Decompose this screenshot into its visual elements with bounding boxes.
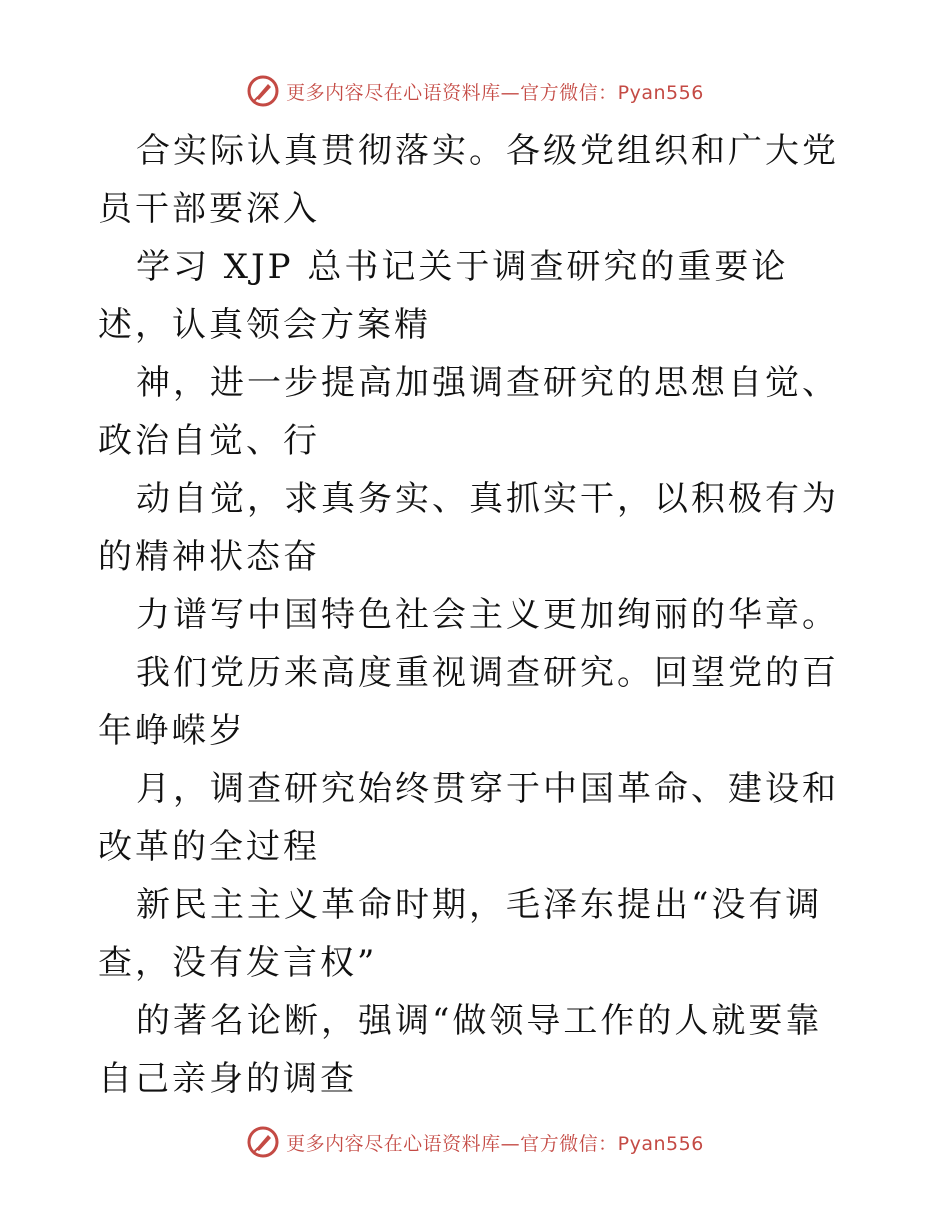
footer-watermark [0,1125,950,1159]
document-body [98,122,858,1108]
quill-logo-icon [246,74,280,108]
paragraph-2: 学习 XJP 总书记关于调查研究的重要论述，认真领会方案精 [98,247,789,345]
paragraph-6: 我们党历来高度重视调查研究。回望党的百年峥嵘岁 [98,653,839,751]
watermark-text: 更多内容尽在心语资料库—官方微信：Pyan556 [286,81,704,104]
paragraph-5: 力谱写中国特色社会主义更加绚丽的华章。 [136,595,839,635]
quill-logo-icon [246,1125,280,1159]
paragraph-8: 新民主主义革命时期，毛泽东提出“没有调查，没有发言权” [98,885,823,983]
paragraph-4: 动自觉，求真务实、真抓实干，以积极有为的精神状态奋 [98,479,839,577]
paragraph-7: 月，调查研究始终贯穿于中国革命、建设和改革的全过程 [98,769,839,867]
paragraph-1: 合实际认真贯彻落实。各级党组织和广大党员干部要深入 [98,131,839,229]
header-watermark [0,74,950,108]
paragraph-9: 的著名论断，强调“做领导工作的人就要靠自己亲身的调查 [98,1001,823,1099]
paragraph-3: 神，进一步提高加强调查研究的思想自觉、政治自觉、行 [98,363,839,461]
watermark-text: 更多内容尽在心语资料库—官方微信：Pyan556 [286,1132,704,1155]
